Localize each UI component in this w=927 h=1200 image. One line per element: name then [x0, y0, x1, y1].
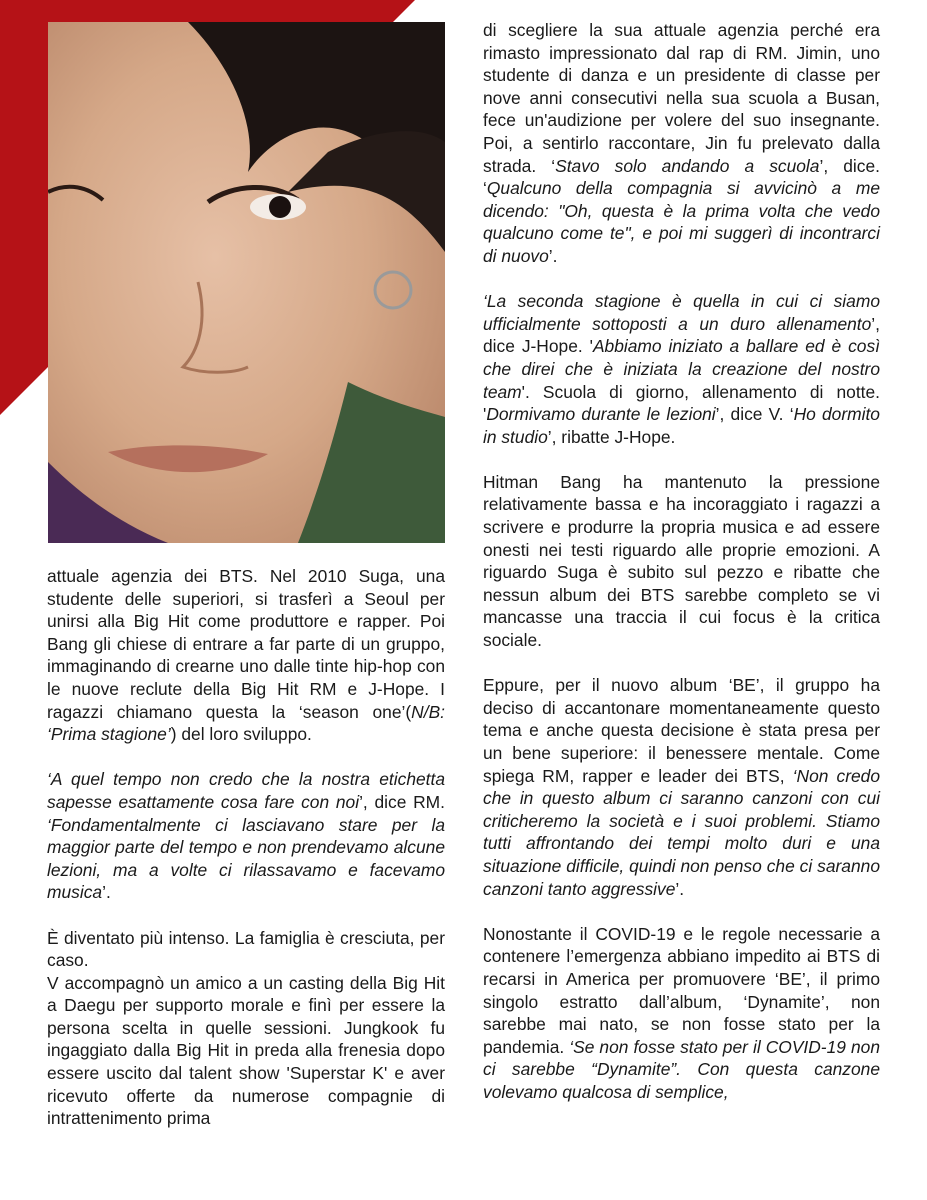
quote-paragraph: ‘La seconda stagione è quella in cui ci siamo ufficialmente sottoposti a un duro allenamento’, dice J-Hope. 'Abbiamo iniziato a ballare ed è così che direi che è iniziata la creazione del nostro team'. Scuola di giorno, allenamento di notte. 'Dormivamo durante le lezioni’, dice V. ‘Ho dormito in studio’, ribatte J-Hope. — [483, 291, 880, 447]
paragraph: Nonostante il COVID-19 e le regole necessarie a contenere l’emergenza abbiano impedito ai BTS di recarsi in America per promuovere ‘BE’, il primo singolo estratto dall’album, ‘Dynamite’, non sarebbe mai nato, se non fosse stato per la pandemia. ‘Se non fosse stato per il COVID-19 non ci sarebbe “Dynamite”. Con questa canzone volevamo qualcosa di semplice, — [483, 923, 880, 1102]
portrait-photo — [48, 22, 445, 543]
paragraph: di scegliere la sua attuale agenzia perché era rimasto impressionato dal rap di RM. Jimin, uno studente di danza e un presidente di classe per nove anni consecutivi nella sua scuola a Busan, fece un'audizione per volere del suo insegnante. Poi, a sentirlo raccontare, Jin fu prelevato dalla strada. ‘Stavo solo andando a scuola’, dice. ‘Qualcuno della compagnia si avvicinò a me dicendo: "Oh, questa è la prima volta che vedo qualcuno come te", e poi mi suggerì di incontrarci di nuovo’. — [483, 20, 880, 266]
quote-paragraph: ‘A quel tempo non credo che la nostra etichetta sapesse esattamente cosa fare con noi’, dice RM. ‘Fondamentalmente ci lasciavano stare per la maggior parte del tempo e non prendevamo alcune lezioni, ma a volte ci rilassavamo e facevamo musica’. — [47, 769, 445, 903]
paragraph: Hitman Bang ha mantenuto la pressione relativamente bassa e ha incoraggiato i ragazzi a scrivere e produrre la propria musica e ad essere onesti nei testi riguardo alle proprie emozioni. A riguardo Suga è subito sul pezzo e ribatte che nessun album dei BTS sarebbe completo se vi mancasse una traccia il cui focus è la critica sociale. — [483, 471, 880, 651]
right-column — [483, 19, 880, 1104]
paragraph: V accompagnò un amico a un casting della Big Hit a Daegu per supporto morale e finì per essere la persona scelta in quelle sessioni. Jungkook fu ingaggiato dalla Big Hit in preda alla frenesia dopo essere uscito dal talent show 'Superstar K' e aver ricevuto offerte da numerose compagnie di intrattenimento prima — [47, 972, 445, 1129]
left-column — [47, 565, 445, 1130]
paragraph: attuale agenzia dei BTS. Nel 2010 Suga, una studente delle superiori, si trasferì a Seoul per unirsi alla Big Hit come produttore e rapper. Poi Bang gli chiese di entrare a far parte di un gruppo, immaginando di crearne uno dalle tinte hip-hop con le nuove reclute della Big Hit RM e J-Hope. I ragazzi chiamano questa la ‘season one’(N/B: ‘Prima stagione’) del loro sviluppo. — [47, 566, 445, 745]
paragraph: Eppure, per il nuovo album ‘BE’, il gruppo ha deciso di accantonare momentaneamente questo tema e anche questa decisione è stata presa per un bene superiore: il benessere mentale. Come spiega RM, rapper e leader dei BTS, ‘Non credo che in questo album ci saranno canzoni con cui criticheremo la società e i suoi problemi. Stiamo tutti affrontando dei tempi molto duri e una situazione difficile, quindi non penso che ci saranno canzoni tanto aggressive’. — [483, 675, 880, 899]
translator-note: N/B: ‘Prima stagione’ — [47, 701, 445, 745]
paragraph: È diventato più intenso. La famiglia è cresciuta, per caso. — [47, 927, 445, 971]
